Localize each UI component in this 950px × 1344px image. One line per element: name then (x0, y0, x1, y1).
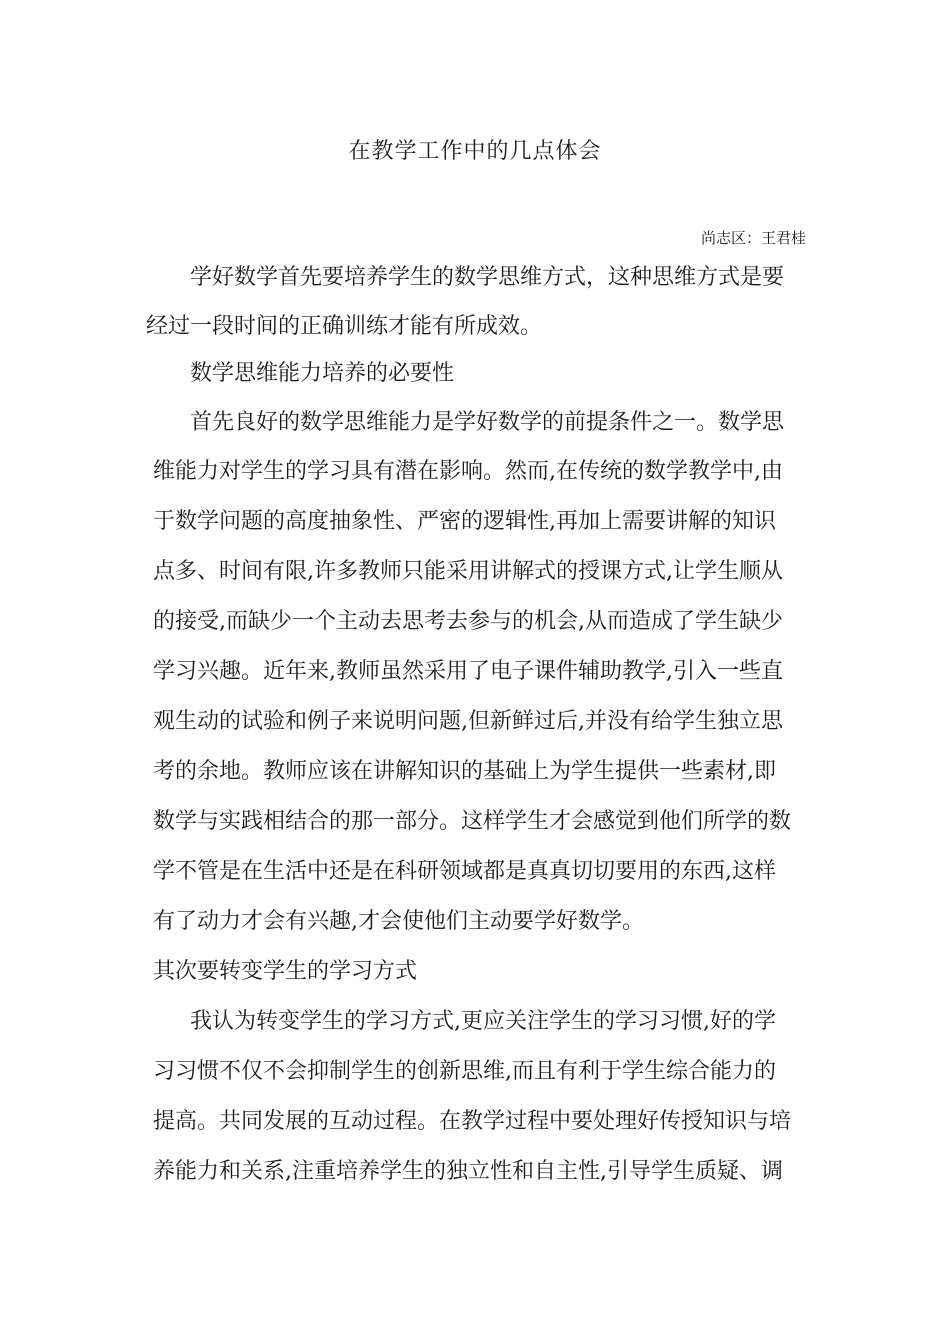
document-title: 在教学工作中的几点体会 (348, 139, 602, 164)
paragraph-line: 于数学问题的高度抽象性、严密的逻辑性,再加上需要讲解的知识 (153, 509, 776, 534)
section-heading: 数学思维能力培养的必要性 (190, 361, 455, 386)
intro-line: 经过一段时间的正确训练才能有所成效。 (146, 314, 543, 339)
paragraph-line: 考的余地。教师应该在讲解知识的基础上为学生提供一些素材,即 (153, 759, 776, 784)
paragraph-line: 有了动力才会有兴趣,才会使他们主动要学好数学。 (153, 909, 644, 934)
paragraph-line: 学习兴趣。近年来,教师虽然采用了电子课件辅助教学,引入一些直 (153, 659, 783, 684)
paragraph-line: 首先良好的数学思维能力是学好数学的前提条件之一。数学思 (190, 410, 785, 435)
paragraph-line: 学不管是在生活中还是在科研领域都是真真切切要用的东西,这样 (153, 859, 776, 884)
intro-line: 学好数学首先要培养学生的数学思维方式，这种思维方式是要 (190, 265, 785, 290)
paragraph-line: 我认为转变学生的学习方式,更应关注学生的学习习惯,好的学 (190, 1009, 776, 1034)
paragraph-line: 点多、时间有限,许多教师只能采用讲解式的授课方式,让学生顺从 (153, 559, 783, 584)
section-heading: 其次要转变学生的学习方式 (153, 959, 418, 984)
paragraph-line: 观生动的试验和例子来说明问题,但新鲜过后,并没有给学生独立思 (153, 709, 783, 734)
paragraph-line: 数学与实践相结合的那一部分。这样学生才会感觉到他们所学的数 (153, 809, 792, 834)
author-line: 尚志区：王君桂 (700, 229, 806, 247)
paragraph-line: 的接受,而缺少一个主动去思考去参与的机会,从而造成了学生缺少 (153, 609, 783, 634)
paragraph-line: 维能力对学生的学习具有潜在影响。然而,在传统的数学教学中,由 (153, 459, 783, 484)
paragraph-line: 习习惯不仅不会抑制学生的创新思维,而且有利于学生综合能力的 (153, 1059, 776, 1084)
paragraph-line: 养能力和关系,注重培养学生的独立性和自主性,引导学生质疑、调 (153, 1159, 783, 1184)
paragraph-line: 提高。共同发展的互动过程。在教学过程中要处理好传授知识与培 (153, 1109, 792, 1134)
